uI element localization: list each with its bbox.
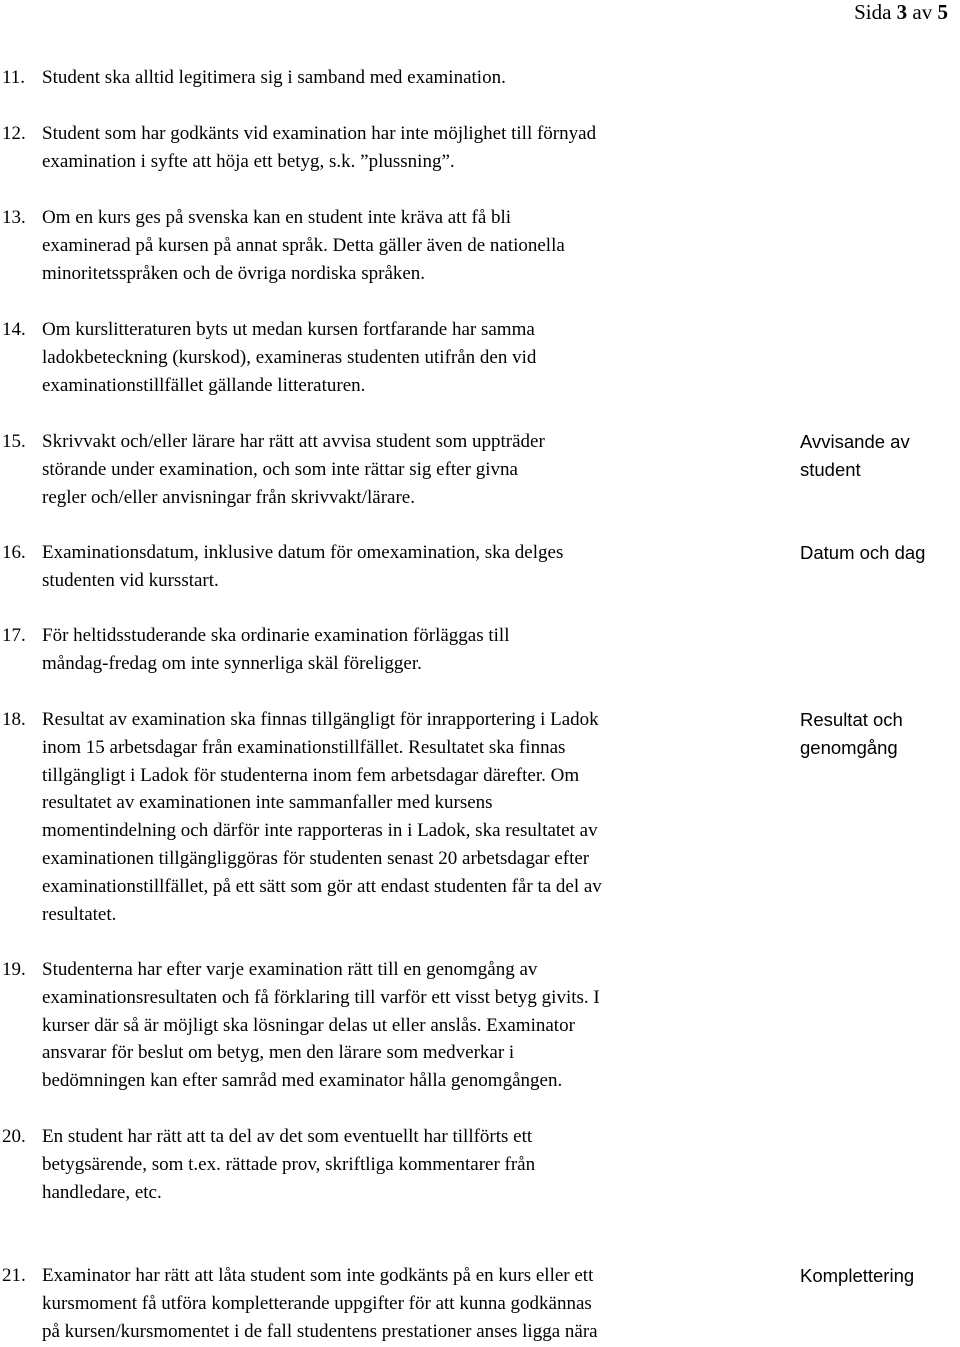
- margin-heading: Avvisande av student: [800, 431, 910, 480]
- item-number: 21.: [2, 1265, 26, 1286]
- item-text: Resultat av examination ska finnas tillgängligt för inrapportering i Ladok inom 15 arbetsdagar från examinationstillfället. Resultatet ska finnas tillgängligt i Ladok för studenterna inom fem arbetsdagar därefter. Om resultatet av examinationen inte sammanfaller med kursens momentindelning och därför inte rapporteras in i Ladok, ska resultatet av examinationen tillgängliggöras för studenten senast 20 arbetsdagar efter examinationstillfället, på ett sätt som gör att endast studenten får ta del av resultatet.: [42, 709, 602, 925]
- margin-heading: Resultat och genomgång: [800, 709, 903, 758]
- page-number-total: 5: [937, 0, 948, 24]
- item-text: Skrivvakt och/eller lärare har rätt att avvisa student som uppträder störande under examination, och som inte rättar sig efter givna regler och/eller anvisningar från skrivvakt/lärare.: [42, 431, 545, 508]
- item-text: Om en kurs ges på svenska kan en student inte kräva att få bli examinerad på kursen på annat språk. Detta gäller även de nationella minoritetsspråken och de övriga nordiska språken.: [42, 207, 565, 284]
- item-number: 13.: [2, 207, 26, 228]
- item-text: Student som har godkänts vid examination har inte möjlighet till förnyad examination i syfte att höja ett betyg, s.k. ”plussning”.: [42, 123, 597, 172]
- item-text: Examinator har rätt att låta student som inte godkänts på en kurs eller ett kursmoment få utföra kompletterande uppgifter för att kunna godkännas på kursen/kursmomentet i de fall studentens prestationer anses ligga nära: [42, 1265, 598, 1342]
- page-number-current: 3: [896, 0, 908, 24]
- margin-heading: Komplettering: [800, 1265, 915, 1286]
- item-text: För heltidsstuderande ska ordinarie examination förläggas till måndag-fredag om inte synnerliga skäl föreligger.: [42, 625, 510, 674]
- item-number: 16.: [2, 542, 26, 563]
- item-text: En student har rätt att ta del av det som eventuellt har tillförts ett betygsärende, som t.ex. rättade prov, skriftliga kommentarer från handledare, etc.: [42, 1126, 536, 1203]
- item-number: 12.: [2, 123, 26, 144]
- item-number: 18.: [2, 709, 26, 730]
- item-text: Om kurslitteraturen byts ut medan kursen fortfarande har samma ladokbeteckning (kurskod), examineras studenten utifrån den vid examinationstillfället gällande litteraturen.: [42, 319, 537, 396]
- item-number: 19.: [2, 959, 26, 980]
- page-number-prefix: Sida: [854, 0, 897, 24]
- item-text: Student ska alltid legitimera sig i samband med examination.: [42, 67, 506, 88]
- item-number: 15.: [2, 431, 26, 452]
- item-number: 20.: [2, 1126, 26, 1147]
- item-text: Studenterna har efter varje examination rätt till en genomgång av examinationsresultaten och få förklaring till varför ett visst betyg givits. I kurser där så är möjligt ska lösningar delas ut eller anslås. Examinator ansvarar för beslut om betyg, men den lärare som medverkar i bedömningen kan efter samråd med examinator hålla genomgången.: [42, 959, 600, 1092]
- page-number: [854, 0, 948, 24]
- item-text: Examinationsdatum, inklusive datum för omexamination, ska delges studenten vid kursstart.: [42, 542, 564, 591]
- item-number: 11.: [2, 67, 26, 88]
- margin-heading: Datum och dag: [800, 542, 926, 563]
- item-number: 14.: [2, 319, 26, 340]
- page-number-middle: av: [907, 0, 938, 24]
- item-number: 17.: [2, 625, 26, 646]
